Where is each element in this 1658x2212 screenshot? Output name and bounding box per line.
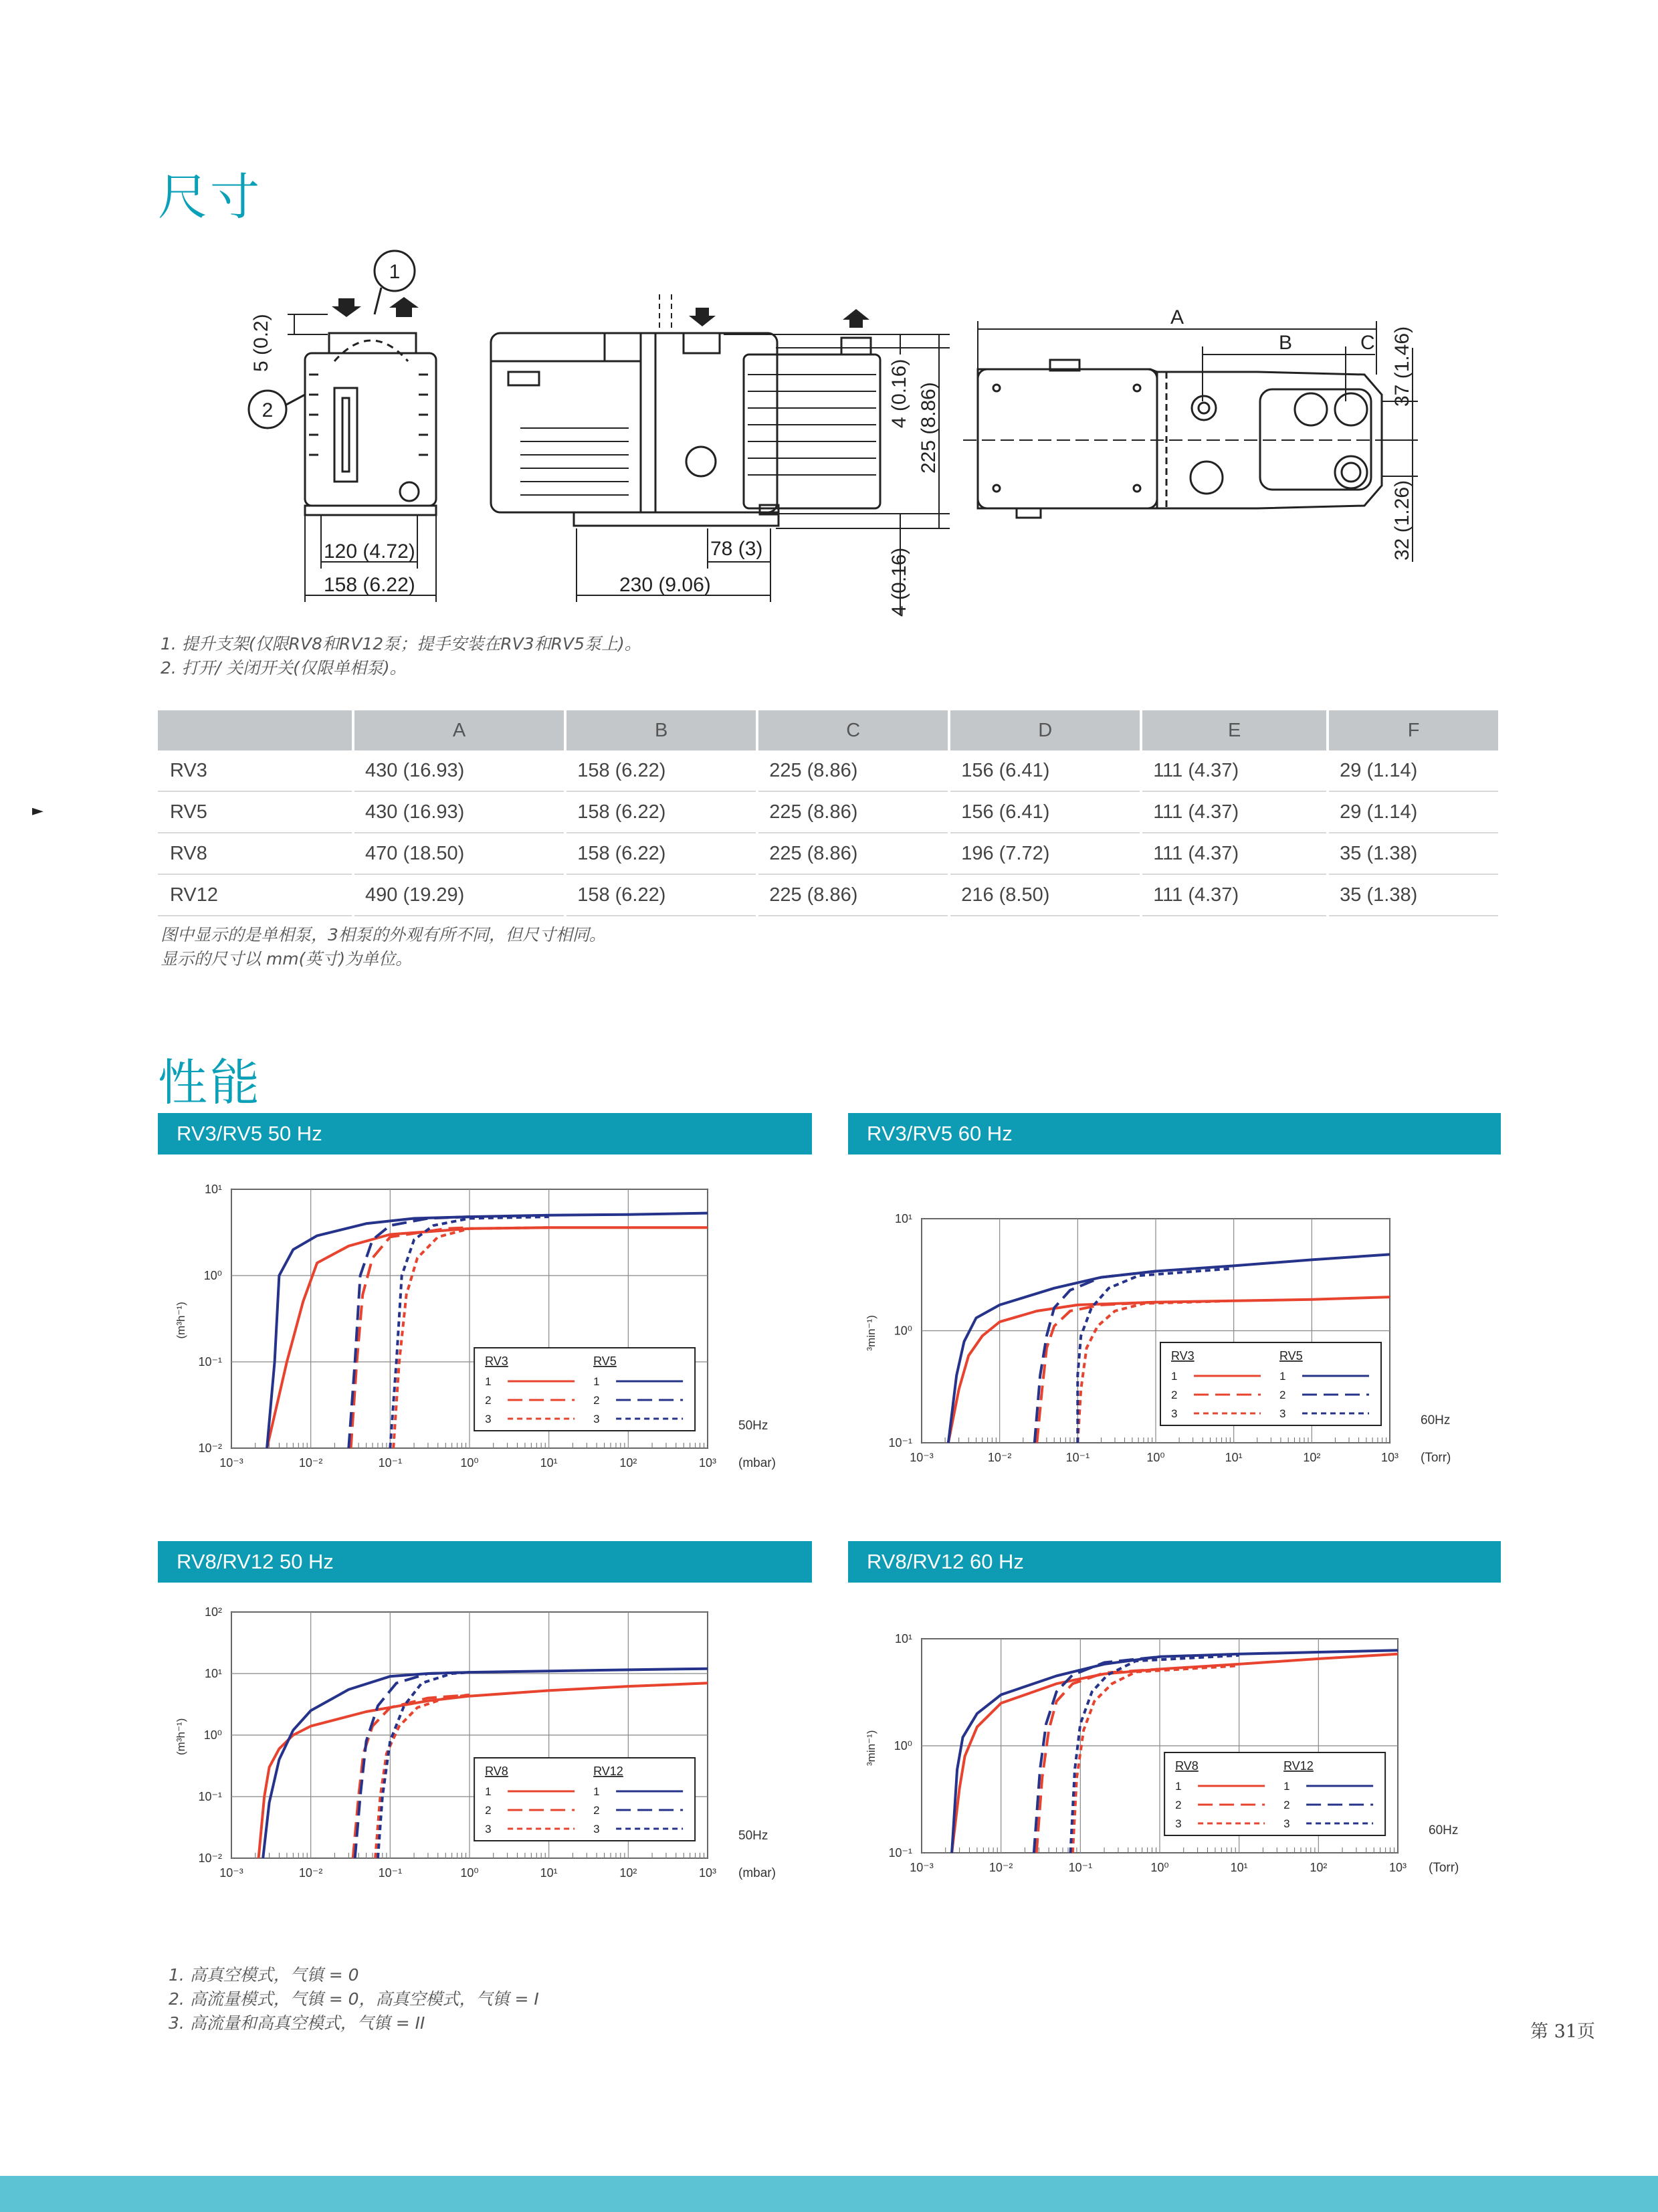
table-cell: 111 (4.37)	[1141, 833, 1328, 874]
performance-title: 性能	[158, 1054, 262, 1112]
dim-4b: 4 (0.16)	[888, 547, 910, 617]
x-tick-label: 10²	[619, 1866, 637, 1880]
dimensions-title: 尺寸	[158, 169, 262, 226]
table-header: F	[1328, 710, 1499, 750]
y-axis-label: (m³h⁻¹)	[175, 1302, 187, 1339]
table-header: A	[353, 710, 565, 750]
legend-index: 3	[1283, 1817, 1290, 1830]
y-tick-label: 10¹	[894, 1212, 912, 1225]
table-cell: RV12	[158, 874, 353, 916]
legend-index: 2	[485, 1804, 492, 1817]
legend-header: RV12	[1283, 1759, 1314, 1773]
x-tick-label: 10³	[698, 1866, 717, 1880]
x-axis-unit-label: (mbar)	[738, 1866, 776, 1880]
legend-index: 1	[1171, 1370, 1178, 1383]
legend-index: 2	[1283, 1799, 1290, 1811]
x-axis-unit-label: (Torr)	[1429, 1861, 1459, 1875]
table-cell: 156 (6.41)	[949, 791, 1141, 833]
table-header: E	[1141, 710, 1328, 750]
table-cell: 29 (1.14)	[1328, 750, 1499, 791]
legend-header: RV12	[593, 1765, 623, 1778]
legend-header: RV3	[1171, 1349, 1195, 1363]
chart-rv8-rv12-50hz	[158, 1592, 812, 1886]
y-tick-label: 10⁻¹	[198, 1790, 222, 1803]
legend-index: 1	[1283, 1780, 1290, 1793]
performance-note-2: 2. 高流量模式，气镇 = 0，高真空模式，气镇 = I	[169, 1989, 539, 2009]
x-tick-label: 10⁻²	[987, 1451, 1012, 1464]
x-tick-label: 10¹	[1225, 1451, 1243, 1464]
legend-index: 2	[485, 1394, 492, 1407]
table-note-1: 图中显示的是单相泵，3相泵的外观有所不同，但尺寸相同。	[161, 925, 606, 944]
chart-title-bar: RV8/RV12 50 Hz	[158, 1541, 812, 1583]
table-cell: 156 (6.41)	[949, 750, 1141, 791]
legend-header: RV8	[485, 1765, 508, 1778]
table-cell: 29 (1.14)	[1328, 791, 1499, 833]
page-number: 第 31页	[1530, 2021, 1595, 2042]
y-tick-label: 10¹	[894, 1632, 912, 1645]
legend-index: 3	[593, 1823, 600, 1835]
performance-notes	[169, 1963, 539, 2035]
x-tick-label: 10⁻³	[910, 1451, 934, 1464]
x-tick-label: 10³	[698, 1456, 717, 1470]
y-tick-label: 10¹	[204, 1183, 222, 1196]
callout-1: 1	[389, 261, 401, 283]
legend-index: 3	[1175, 1817, 1182, 1830]
table-row	[158, 750, 1499, 791]
footer-bar	[0, 2176, 1658, 2212]
legend-header: RV5	[593, 1354, 617, 1368]
x-tick-label: 10²	[1303, 1451, 1321, 1464]
x-tick-label: 10²	[1310, 1861, 1328, 1874]
table-row	[158, 791, 1499, 833]
chart-title-bar: RV3/RV5 60 Hz	[848, 1113, 1501, 1154]
dim-32: 32 (1.26)	[1391, 480, 1413, 561]
frequency-label: 60Hz	[1429, 1823, 1459, 1837]
x-tick-label: 10⁰	[460, 1456, 479, 1470]
legend-header: RV5	[1279, 1349, 1303, 1363]
dimension-table	[158, 710, 1501, 916]
chart-rv3-rv5-50hz	[158, 1164, 812, 1472]
legend-index: 3	[1171, 1407, 1178, 1420]
legend-index: 2	[1175, 1799, 1182, 1811]
x-tick-label: 10⁻¹	[1068, 1861, 1093, 1874]
table-cell: 225 (8.86)	[757, 791, 949, 833]
x-tick-label: 10¹	[540, 1456, 558, 1470]
y-tick-label: 10²	[204, 1605, 222, 1619]
x-tick-label: 10¹	[1230, 1861, 1248, 1874]
table-header: C	[757, 710, 949, 750]
drawing-notes	[161, 632, 641, 680]
letter-b: B	[1279, 332, 1293, 354]
legend-index: 3	[1279, 1407, 1286, 1420]
table-cell: 196 (7.72)	[949, 833, 1141, 874]
performance-note-1: 1. 高真空模式，气镇 = 0	[169, 1965, 359, 1985]
table-cell: 111 (4.37)	[1141, 874, 1328, 916]
table-cell: 216 (8.50)	[949, 874, 1141, 916]
x-axis-unit-label: (mbar)	[738, 1456, 776, 1470]
x-tick-label: 10⁻³	[219, 1456, 243, 1470]
table-cell: 158 (6.22)	[565, 750, 757, 791]
x-tick-label: 10⁰	[1150, 1861, 1169, 1874]
letter-a: A	[1170, 306, 1184, 328]
y-tick-label: 10¹	[204, 1667, 222, 1680]
frequency-label: 50Hz	[738, 1419, 768, 1433]
dim-78: 78 (3)	[710, 538, 763, 560]
performance-note-3: 3. 高流量和高真空模式，气镇 = II	[169, 2013, 425, 2033]
x-tick-label: 10⁻²	[298, 1456, 323, 1470]
frequency-label: 60Hz	[1421, 1413, 1451, 1427]
legend-index: 2	[1171, 1389, 1178, 1401]
legend-index: 3	[485, 1413, 492, 1425]
dim-225: 225 (8.86)	[918, 382, 940, 474]
table-notes	[161, 923, 606, 971]
legend-index: 2	[593, 1394, 600, 1407]
x-tick-label: 10⁰	[1146, 1451, 1165, 1464]
dim-width-inner: 120 (4.72)	[324, 540, 415, 563]
table-cell: 430 (16.93)	[353, 791, 565, 833]
legend-index: 1	[1175, 1780, 1182, 1793]
x-tick-label: 10¹	[540, 1866, 558, 1880]
legend-index: 1	[485, 1785, 492, 1798]
chart-title-bar: RV3/RV5 50 Hz	[158, 1113, 812, 1154]
legend-index: 2	[1279, 1389, 1286, 1401]
table-cell: RV5	[158, 791, 353, 833]
table-cell: RV8	[158, 833, 353, 874]
legend-index: 1	[485, 1375, 492, 1388]
frequency-label: 50Hz	[738, 1829, 768, 1843]
x-tick-label: 10⁰	[460, 1866, 479, 1880]
x-tick-label: 10⁻¹	[1065, 1451, 1090, 1464]
table-cell: 225 (8.86)	[757, 874, 949, 916]
y-tick-label: 10⁻²	[198, 1851, 222, 1865]
legend-index: 2	[593, 1804, 600, 1817]
chart-rv3-rv5-60hz	[848, 1191, 1501, 1472]
y-tick-label: 10⁻²	[198, 1441, 222, 1455]
table-cell: 35 (1.38)	[1328, 833, 1499, 874]
dim-37: 37 (1.46)	[1391, 326, 1413, 407]
y-tick-label: 10⁰	[203, 1269, 222, 1282]
table-row	[158, 874, 1499, 916]
dim-4a: 4 (0.16)	[888, 359, 910, 428]
table-cell: 470 (18.50)	[353, 833, 565, 874]
x-tick-label: 10⁻²	[989, 1861, 1013, 1874]
y-tick-label: 10⁰	[894, 1739, 912, 1752]
table-cell: RV3	[158, 750, 353, 791]
y-axis-label: (m³h⁻¹)	[175, 1718, 187, 1755]
table-header	[158, 710, 353, 750]
legend-index: 1	[1279, 1370, 1286, 1383]
dim-230: 230 (9.06)	[619, 574, 711, 596]
triangle-marker-icon: ►	[32, 803, 43, 819]
x-tick-label: 10⁻²	[298, 1866, 323, 1880]
x-tick-label: 10³	[1388, 1861, 1407, 1874]
x-tick-label: 10⁻¹	[378, 1866, 403, 1880]
y-axis-label: ³min⁻¹)	[865, 1315, 877, 1351]
y-tick-label: 10⁰	[203, 1728, 222, 1742]
table-cell: 225 (8.86)	[757, 833, 949, 874]
x-tick-label: 10⁻¹	[378, 1456, 403, 1470]
table-row	[158, 833, 1499, 874]
table-note-2: 显示的尺寸以 mm(英寸)为单位。	[161, 949, 413, 969]
y-tick-label: 10⁻¹	[888, 1846, 912, 1859]
dim-top-offset: 5 (0.2)	[250, 314, 272, 372]
table-header-row	[158, 710, 1499, 750]
x-axis-unit-label: (Torr)	[1421, 1451, 1451, 1465]
x-tick-label: 10⁻³	[219, 1866, 243, 1880]
y-tick-label: 10⁻¹	[888, 1436, 912, 1449]
callout-2: 2	[262, 399, 274, 421]
table-cell: 35 (1.38)	[1328, 874, 1499, 916]
legend-index: 3	[593, 1413, 600, 1425]
table-cell: 430 (16.93)	[353, 750, 565, 791]
drawing-note-1: 1. 提升支架(仅限RV8和RV12泵；提手安装在RV3和RV5泵上)。	[161, 634, 641, 653]
y-axis-label: ³min⁻¹)	[865, 1730, 877, 1766]
x-tick-label: 10⁻³	[910, 1861, 934, 1874]
letter-c: C	[1360, 332, 1375, 354]
x-tick-label: 10³	[1380, 1451, 1399, 1464]
chart-rv8-rv12-60hz	[848, 1619, 1501, 1886]
table-cell: 225 (8.86)	[757, 750, 949, 791]
y-tick-label: 10⁻¹	[198, 1355, 222, 1369]
table-cell: 111 (4.37)	[1141, 750, 1328, 791]
legend-index: 1	[593, 1785, 600, 1798]
table-cell: 490 (19.29)	[353, 874, 565, 916]
legend-index: 1	[593, 1375, 600, 1388]
legend-header: RV8	[1175, 1759, 1199, 1773]
legend-index: 3	[485, 1823, 492, 1835]
table-header: B	[565, 710, 757, 750]
table-header: D	[949, 710, 1141, 750]
table-cell: 111 (4.37)	[1141, 791, 1328, 833]
table-cell: 158 (6.22)	[565, 833, 757, 874]
y-tick-label: 10⁰	[894, 1324, 912, 1338]
legend-header: RV3	[485, 1354, 508, 1368]
chart-title-bar: RV8/RV12 60 Hz	[848, 1541, 1501, 1583]
x-tick-label: 10²	[619, 1456, 637, 1470]
table-cell: 158 (6.22)	[565, 791, 757, 833]
table-cell: 158 (6.22)	[565, 874, 757, 916]
dim-width-outer: 158 (6.22)	[324, 574, 415, 596]
drawing-note-2: 2. 打开/ 关闭开关(仅限单相泵)。	[161, 658, 407, 678]
dimension-drawing	[0, 241, 1658, 629]
